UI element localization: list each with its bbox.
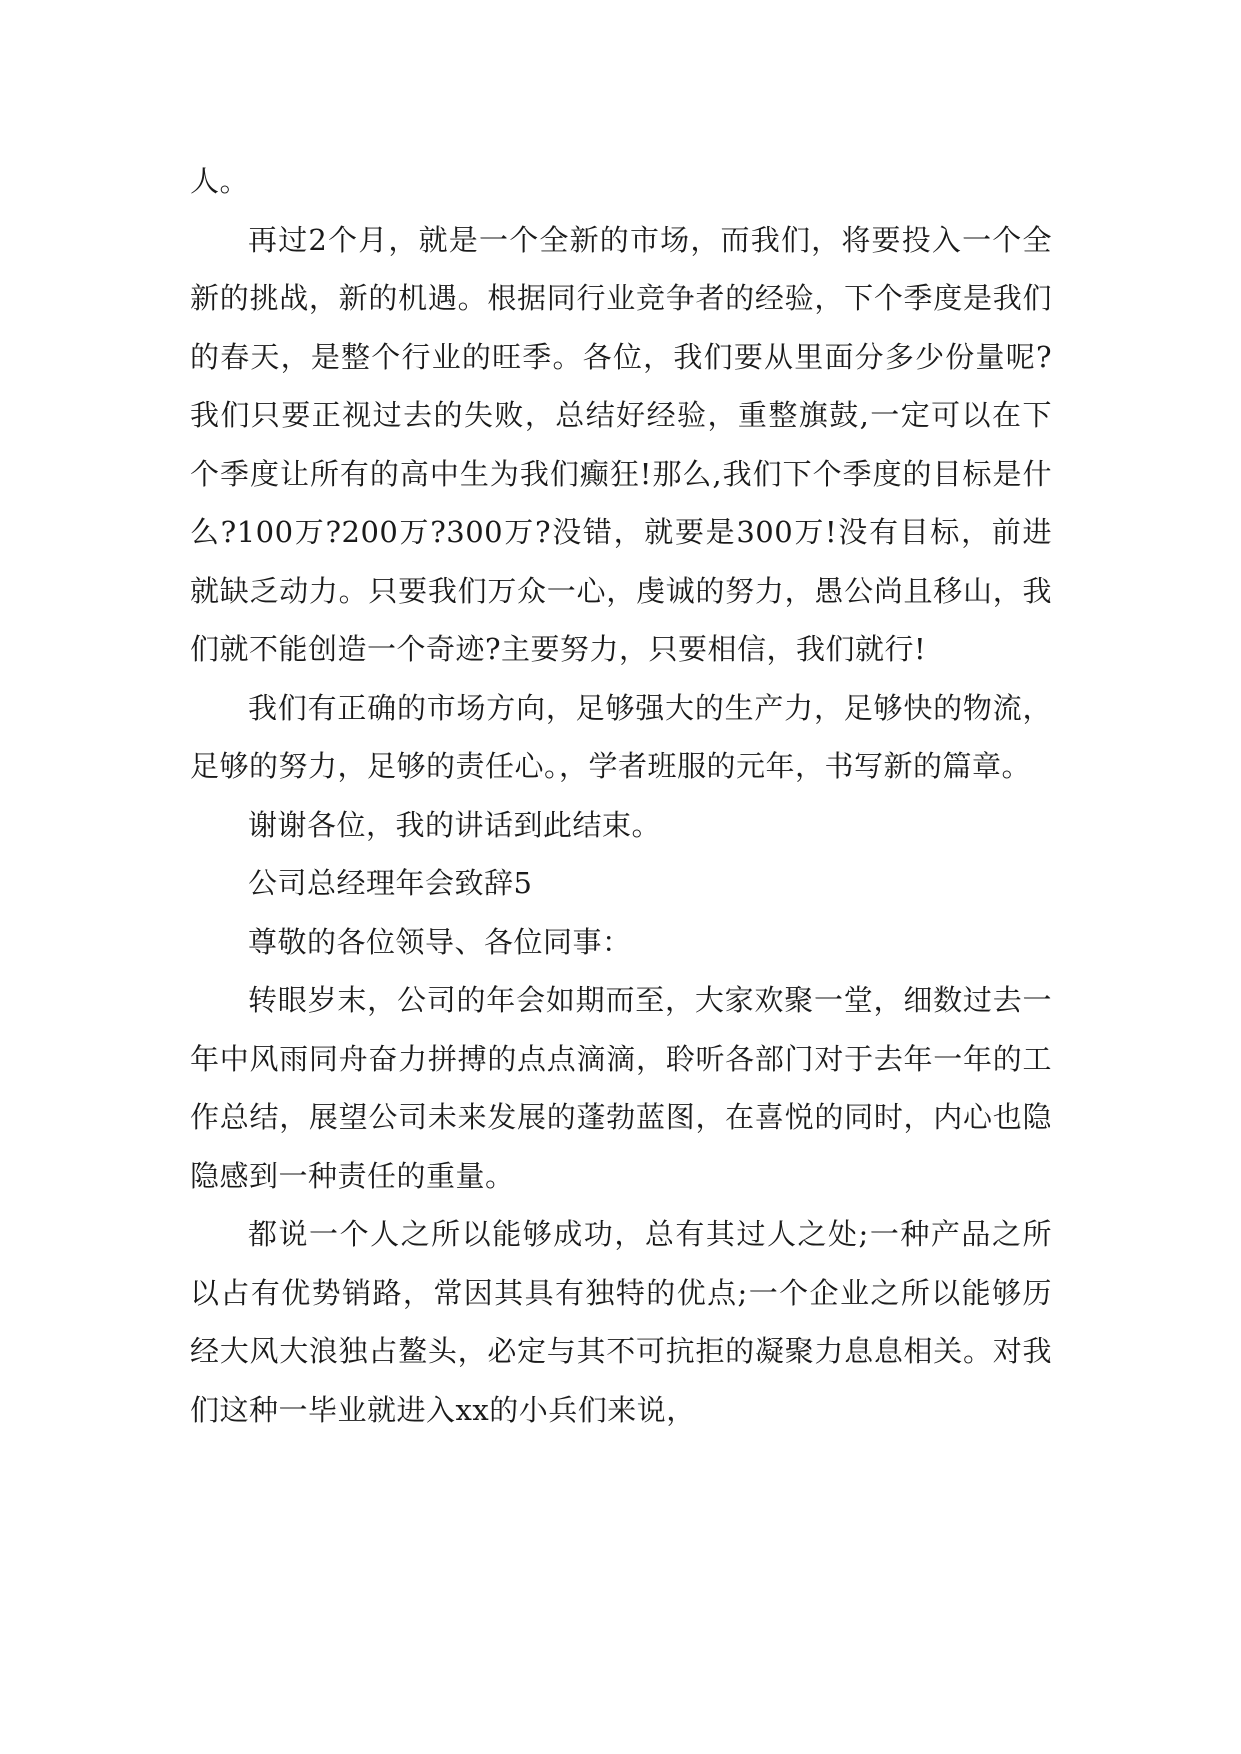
- section-heading: 公司总经理年会致辞5: [248, 866, 533, 900]
- paragraph-market-outlook: 再过2个月，就是一个全新的市场，而我们，将要投入一个全新的挑战，新的机遇。根据同行业竞争者的经验，下个季度是我们的春天，是整个行业的旺季。各位，我们要从里面分多少份量呢?我们只要正视过去的失败，总结好经验，重整旗鼓,一定可以在下个季度让所有的高中生为我们癫狂!那么,我们下个季度的目标是什么?100万?200万?300万?没错，就要是300万!没有目标，前进就缺乏动力。只要我们万众一心，虔诚的努力，愚公尚且移山，我们就不能创造一个奇迹?主要努力，只要相信，我们就行!: [190, 222, 1052, 666]
- paragraph-success: 都说一个人之所以能够成功，总有其过人之处;一种产品之所以占有优势销路，常因其具有独特的优点;一个企业之所以能够历经大风大浪独占鳌头，必定与其不可抗拒的凝聚力息息相关。对我们这种一毕业就进入xx的小兵们来说，: [190, 1217, 1052, 1427]
- paragraph-strengths: 我们有正确的市场方向，足够强大的生产力，足够快的物流，足够的努力，足够的责任心。，学者班服的元年，书写新的篇章。: [190, 690, 1052, 783]
- paragraph-closing: 谢谢各位，我的讲话到此结束。: [248, 807, 662, 842]
- paragraph-continuation: 人。: [190, 164, 250, 198]
- document-body: [190, 152, 1052, 1439]
- paragraph-year-end: 转眼岁末，公司的年会如期而至，大家欢聚一堂，细数过去一年中风雨同舟奋力拼搏的点点滴滴，聆听各部门对于去年一年的工作总结，展望公司未来发展的蓬勃蓝图，在喜悦的同时，内心也隐隐感到一种责任的重量。: [190, 983, 1052, 1193]
- salutation: 尊敬的各位领导、各位同事：: [248, 924, 632, 959]
